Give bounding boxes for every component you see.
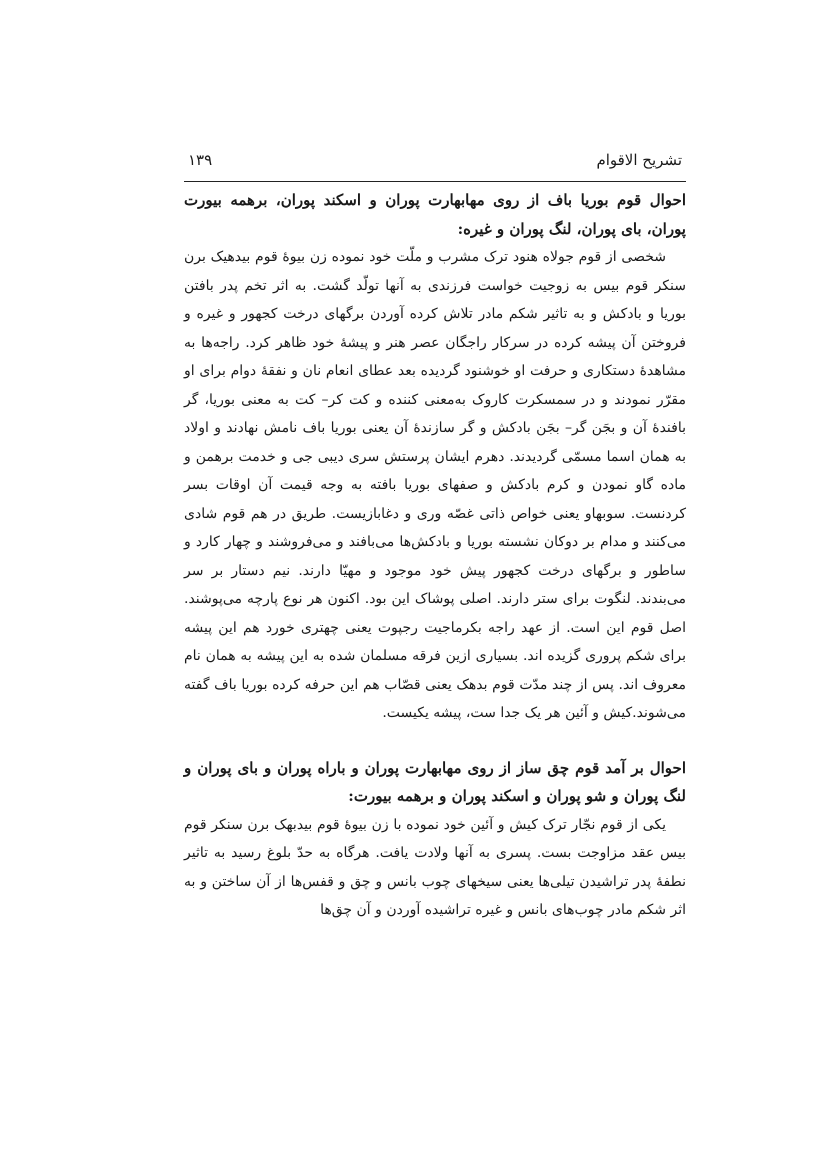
section-bourya-baf	[184, 186, 686, 728]
section-chiq-saz	[184, 754, 686, 925]
main-text	[184, 186, 686, 925]
page-number: ۱۳۹	[188, 151, 213, 169]
section-paragraph: یکی از قوم نجّار ترک کیش و آئین خود نموده با زن بیوهٔ قوم بیدبهک برن سنکر قوم بیس عقد مزاوجت بست. پسری به آنها ولادت یافت. هرگاه به حدّ بلوغ رسید به تاثیر نطفهٔ پدر تراشیدن تیلی‌ها یعنی سیخهای چوب بانس و چق و قفس‌ها از آن ساختن و به اثر شکم مادر چوب‌های بانس و غیره تراشیده آوردن و آن چق‌ها	[184, 816, 687, 918]
running-title: تشریح الاقوام	[596, 151, 682, 169]
section-heading: احوال قوم بوریا باف از روی مهابهارت پوران و اسکند پوران، برهمه بیورت پوران، بای پوران، لنگ پوران و غیره:	[184, 191, 686, 238]
section-paragraph: شخصی از قوم جولاه هنود ترک مشرب و ملّت خود نموده زن بیوهٔ قوم بیدهیک برن سنکر قوم بیس به زوجیت خواست فرزندی به آنها تولّد گشت. به اثر تخم پدر بافتن بوریا و بادکش و به تاثیر شکم مادر تلاش کرده آوردن برگهای درخت کجهور و غیره و فروختن آن پیشه کرده در سرکار راجگان عصر هنر و پیشهٔ خود ظاهر کرد. راجه‌ها به مشاهدهٔ دستکاری و حرفت او خوشنود گردیده بعد عطای انعام نان و نفقهٔ دوام برای او مقرّر نمودند و در سمسکرت کاروک به‌معنی کننده و کت کر– کت به معنی بوریا، گر بافندهٔ آن و بجَن گر– بجَن بادکش و گر سازندهٔ آن یعنی بوریا باف نامش نهادند و اولاد به همان اسما مسمّی گردیدند. دهرم ایشان پرستش سری دیبی جی و خدمت برهمن و ماده گاو نمودن و کرم بادکش و صفهای بوریا بافته به وجه قیمت آن اوقات بسر کردنست. سوبهاو یعنی خواص ذاتی غصّه وری و دغابازیست. طریق در هم قوم شادی می‌کنند و مدام بر دوکان نشسته بوریا و بادکش‌ها می‌بافند و می‌فروشند و چهار کارد و ساطور و برگهای درخت کجهور پیش خود موجود و مهیّا دارند. نیم دستار بر سر می‌بندند. لنگوت برای ستر دارند. اصلی پوشاک این بود. اکنون هر نوع پارچه می‌پوشند. اصل قوم این است. از عهد راجه بکرماجیت رجپوت یعنی چهتری خورد هم این پیشه برای شکم پروری گزیده اند. بسیاری ازین فرقه مسلمان شده به این پیشه به همان نام معروف اند. پس از چند مدّت قوم بدهک یعنی قصّاب هم این حرفه کرده بوریا باف گفته می‌شوند.کیش و آئین هر یک جدا ست، پیشه یکیست.	[184, 249, 686, 721]
section-heading: احوال بر آمد قوم چق ساز از روی مهابهارت پوران و باراه پوران و بای پوران و لنگ پوران و شو پوران و اسکند پوران و برهمه بیورت:	[184, 758, 686, 805]
header-divider	[184, 181, 686, 182]
section-spacer	[184, 728, 686, 754]
